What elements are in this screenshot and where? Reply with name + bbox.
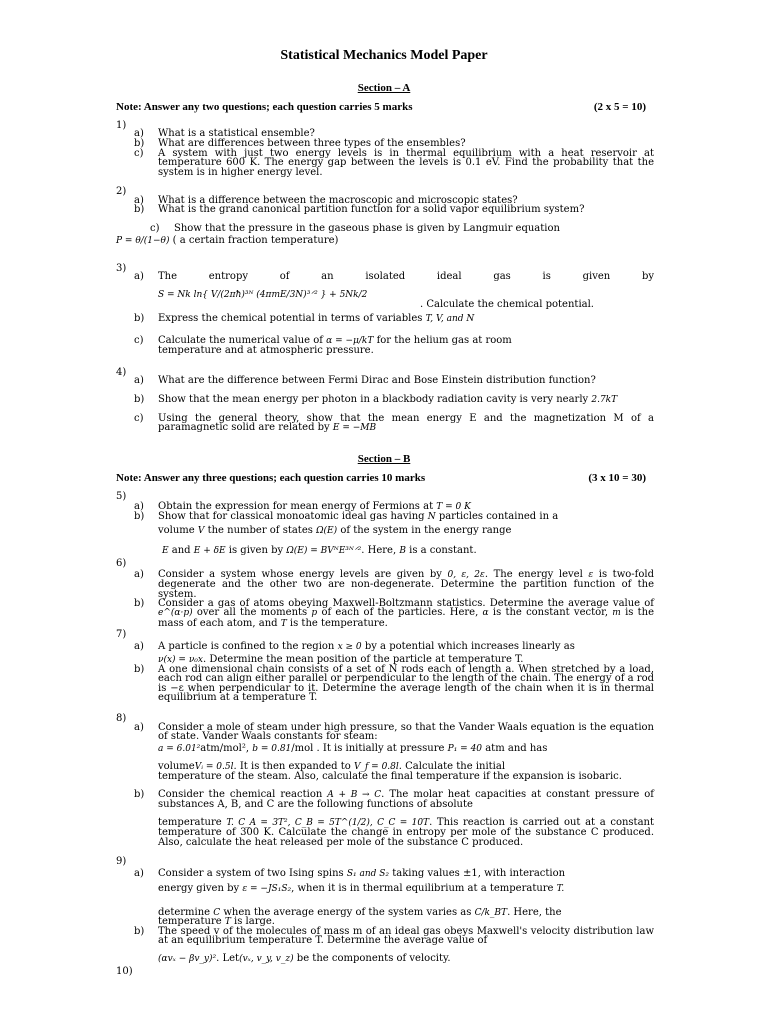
equation: C <box>213 908 221 918</box>
question-number: 7) <box>116 629 127 640</box>
text-run: is large. <box>234 916 275 927</box>
part-text <box>158 414 654 434</box>
text-run: atm and has <box>485 743 548 754</box>
text-run: of each of the particles. Here, <box>321 607 479 619</box>
part-text: Consider a mole of steam under high pressure, so that the Vander Waals equation is the equation of state. Vander Waals constants for steam: <box>158 722 654 743</box>
text-run: is the mass of each atom, and <box>158 607 655 629</box>
part-text <box>158 512 654 522</box>
part-text <box>158 599 654 629</box>
question-part <box>134 723 654 742</box>
text-run: volume <box>158 525 195 536</box>
part-text-main: Consider the chemical reaction <box>158 789 323 800</box>
equation-note: ( a certain fraction temperature) <box>172 235 339 246</box>
part-text: What is a difference between the macroscopic and microscopic states? <box>158 195 518 206</box>
text-run: . Calculate the initial <box>398 761 506 772</box>
equation: E + δE <box>193 546 226 556</box>
part-text-main: Consider a gas of atoms obeying Maxwell-Boltzmann statistics. Determine the average value of <box>158 598 654 609</box>
question-part <box>134 149 654 177</box>
part-label: a) <box>134 271 144 282</box>
part-label: a) <box>134 722 144 733</box>
equation: E = −MB <box>332 423 377 434</box>
part-text: What is the grand canonical partition function for a solid vapor equilibrium system? <box>158 204 585 215</box>
part-text: The speed v of the molecules of mass m of an ideal gas obeys Maxwell's velocity distribution law at an equilibrium temperature T. Determine the average value of <box>158 926 654 947</box>
part-text-main: Obtain the expression for mean energy of Fermions at <box>158 501 434 512</box>
question-part <box>134 272 654 281</box>
part-text-main: Show that the mean energy per photon in a blackbody radiation cavity is very nearly <box>158 394 589 405</box>
question-part <box>134 395 654 405</box>
text-run: . The energy level <box>484 569 583 580</box>
part-text-main: Show that for classical monoatomic ideal gas having <box>158 511 425 522</box>
text-run: is the constant vector, <box>492 607 609 619</box>
part-label: b) <box>134 598 145 609</box>
text-run: determine <box>158 907 211 918</box>
question-number: 1) <box>116 120 127 131</box>
equation: ν(x) = ν₀x <box>158 655 203 665</box>
section-b-heading: Section – B <box>357 453 411 465</box>
equation: N <box>427 512 436 522</box>
part-text-main: Using the general theory, show that the mean energy E and the magnetization M of a paramagnetic solid are related by <box>158 413 654 434</box>
text-run: . It is then expanded to <box>233 761 351 772</box>
question-number: 8) <box>116 713 127 724</box>
question-part <box>150 224 654 233</box>
part-text-line <box>162 546 477 556</box>
section-b-note <box>116 472 646 484</box>
part-text <box>158 314 654 324</box>
equation: e^(α·p) <box>158 608 193 619</box>
text-run: volume <box>158 761 195 772</box>
equation: V_f = 0.8l <box>353 762 399 772</box>
part-label: a) <box>134 128 144 139</box>
part-text-line <box>158 954 451 964</box>
text-run: /mol . It is initially at pressure <box>291 743 445 754</box>
text-run: of the system in the energy range <box>340 525 512 536</box>
equation: ε = −JS₁S₂ <box>242 884 292 894</box>
part-text: What is a statistical ensemble? <box>158 128 315 139</box>
equation: P₁ = 40 <box>447 744 483 754</box>
question-part <box>134 376 654 385</box>
text-run: be the components of velocity. <box>296 953 451 964</box>
equation: A + B → C <box>327 790 382 800</box>
text-run: over all the moments <box>196 607 308 619</box>
equation: E <box>162 546 169 556</box>
part-label: a) <box>134 195 144 206</box>
part-text: A system with just two energy levels is in thermal equilibrium with a heat reservoir at temperature 600 K. The energy gap between the levels is 0.1 eV. Find the probability that the system is in higher energy level. <box>158 148 654 178</box>
part-label: b) <box>134 394 145 405</box>
part-label: b) <box>134 511 145 522</box>
equation: α = −μ/kT <box>326 336 374 346</box>
question-number: 6) <box>116 558 127 569</box>
question-part <box>134 642 654 652</box>
part-text: The entropy of an isolated ideal gas is given by <box>158 271 654 282</box>
section-b-marks: (3 x 10 = 30) <box>588 472 646 484</box>
part-text-line: temperature and at atmospheric pressure. <box>158 345 374 356</box>
text-run: is two-fold degenerate and the other two are non-degenerate. Determine the partition function of the system. <box>158 569 654 600</box>
part-label: c) <box>134 148 144 159</box>
text-run: temperature <box>158 916 222 927</box>
part-text-line <box>158 744 547 754</box>
equation: T <box>280 618 287 629</box>
entropy-equation <box>158 290 367 300</box>
question-part <box>134 205 654 214</box>
equation: V <box>197 526 205 536</box>
part-text: Show that the pressure in the gaseous phase is given by Langmuir equation <box>174 223 560 234</box>
section-a-note-text: Note: Answer any two questions; each question carries 5 marks <box>116 101 413 113</box>
equation: T. C_A = 3T², C_B = 5T^(1/2), C_C = 10T <box>226 818 430 828</box>
text-run: energy given by <box>158 883 240 894</box>
part-text-block <box>158 818 654 847</box>
part-label: b) <box>134 138 145 149</box>
equation: B <box>399 546 406 556</box>
text-run: taking values ±1, with interaction <box>392 868 566 879</box>
part-text-main: Consider a system of two Ising spins <box>158 868 344 879</box>
equation: Ω(E) <box>316 526 338 536</box>
question-number: 9) <box>116 856 127 867</box>
text-run: is a constant. <box>409 545 477 556</box>
question-part <box>134 129 654 138</box>
part-label: a) <box>134 868 144 879</box>
text-run: . The molar heat capacities at constant pressure of substances A, B, and C are the following functions of absolute <box>158 789 655 811</box>
text-run: by a potential which increases linearly as <box>364 641 575 652</box>
question-part <box>134 314 654 324</box>
part-text-line <box>158 526 511 536</box>
equation: P = θ/(1−θ) <box>116 236 170 246</box>
part-text-main: Express the chemical potential in terms of variables <box>158 313 423 324</box>
question-part <box>134 414 654 434</box>
part-label: b) <box>134 926 145 937</box>
part-text-tail: particles contained in a <box>438 511 559 522</box>
question-part <box>134 869 654 879</box>
question-number: 10) <box>116 966 133 977</box>
equation: T = 0 K <box>436 502 471 512</box>
part-text <box>158 395 654 405</box>
part-text <box>158 642 654 652</box>
question-number: 4) <box>116 367 127 378</box>
part-text <box>158 570 654 599</box>
section-b-note-text: Note: Answer any three questions; each question carries 10 marks <box>116 472 426 484</box>
part-text: What are differences between three types of the ensembles? <box>158 138 466 149</box>
equation: 2.7kT <box>591 395 618 405</box>
question-part <box>134 927 654 946</box>
question-part <box>134 512 654 522</box>
text-run: is the temperature. <box>289 617 388 629</box>
section-a-marks: (2 x 5 = 10) <box>593 101 646 113</box>
text-run: . Here, <box>361 545 397 556</box>
section-a-heading: Section – A <box>357 82 411 94</box>
part-text: A one dimensional chain consists of a set of N rods each of length a. When stretched by a load, each rod can align either parallel or perpendicular to the length of the chain. The energy of a rod is −ε when perpendicular to it. Determine the average length of the chain when it is in thermal equilibrium at a temperature T. <box>158 664 654 704</box>
equation: (αvₓ − βv_y)² <box>158 954 217 964</box>
equation: m <box>612 608 621 619</box>
text-run <box>158 818 654 847</box>
equation: x ≥ 0 <box>337 642 362 652</box>
equation: T <box>224 917 231 927</box>
part-label: a) <box>134 501 144 512</box>
question-part <box>134 570 654 599</box>
part-label: a) <box>134 375 144 386</box>
part-text-main: Calculate the numerical value of <box>158 335 323 346</box>
text-run: . Determine the mean position of the particle at temperature T. <box>203 654 524 665</box>
question-number: 5) <box>116 491 127 502</box>
equation: C/k_BT <box>474 908 508 918</box>
text-run: atm/mol², <box>200 743 250 754</box>
equation: S = Nk ln{ V/(2πħ)³ᴺ (4πmE/3N)³ᐟ² } + 5Nk/2 <box>158 290 368 300</box>
part-text-line <box>158 884 564 894</box>
page-title: Statistical Mechanics Model Paper <box>280 48 488 63</box>
text-run: . Let <box>216 953 240 964</box>
equation: b = 0.81 <box>252 744 292 754</box>
text-run: and <box>171 545 191 556</box>
equation: Vᵢ = 0.5l <box>194 762 234 772</box>
equation: 0, ε, 2ε <box>447 570 485 580</box>
part-text-block <box>158 772 654 781</box>
part-label: b) <box>134 789 145 800</box>
equation: Ω(E) = BVᴺE³ᴺᐟ² <box>286 546 362 556</box>
equation: T, V, and N <box>425 314 475 324</box>
part-label: a) <box>134 641 144 652</box>
part-label: a) <box>134 569 144 580</box>
text-run: when the average energy of the system varies as <box>223 907 472 918</box>
equation: (vₓ, v_y, v_z) <box>239 954 294 964</box>
part-text-main: A particle is confined to the region <box>158 641 335 652</box>
text-run: . This reaction is carried out at a constant temperature of 300 K. Calculate the change in entropy per mole of the substance C produced. Also, calculate the heat released per mole of the substance C produced. <box>158 817 654 848</box>
equation: ε <box>588 570 594 580</box>
part-label: b) <box>134 313 145 324</box>
part-text-main: Consider a system whose energy levels are given by <box>158 569 442 580</box>
part-label: b) <box>134 664 145 675</box>
question-part <box>134 665 654 703</box>
part-text-tail: . Calculate the chemical potential. <box>420 299 594 310</box>
equation: S₁ and S₂ <box>346 869 390 879</box>
equation: p <box>311 608 318 619</box>
part-label: c) <box>150 223 160 234</box>
text-run: . Here, the <box>507 907 562 918</box>
text-run: the number of states <box>207 525 313 536</box>
text-run: temperature of the steam. Also, calculate the final temperature if the expansion is isobaric. <box>158 771 622 782</box>
question-part <box>134 790 654 810</box>
part-label: b) <box>134 204 145 215</box>
equation: α <box>482 608 489 619</box>
part-label: c) <box>134 413 144 424</box>
question-number: 2) <box>116 186 127 197</box>
text-run: temperature <box>158 817 222 828</box>
question-part <box>134 599 654 629</box>
equation: T. <box>556 884 565 894</box>
text-run: , when it is in thermal equilibrium at a temperature <box>291 883 554 894</box>
question-part <box>134 139 654 148</box>
section-a-note <box>116 101 646 113</box>
part-text <box>158 790 654 810</box>
question-number: 3) <box>116 263 127 274</box>
part-text <box>158 869 654 879</box>
part-text-tail: for the helium gas at room <box>376 335 512 346</box>
equation: a = 6.01² <box>158 744 201 754</box>
text-run: is given by <box>228 545 284 556</box>
langmuir-equation <box>116 236 338 246</box>
part-label: c) <box>134 335 144 346</box>
part-text: What are the difference between Fermi Dirac and Bose Einstein distribution function? <box>158 375 596 386</box>
